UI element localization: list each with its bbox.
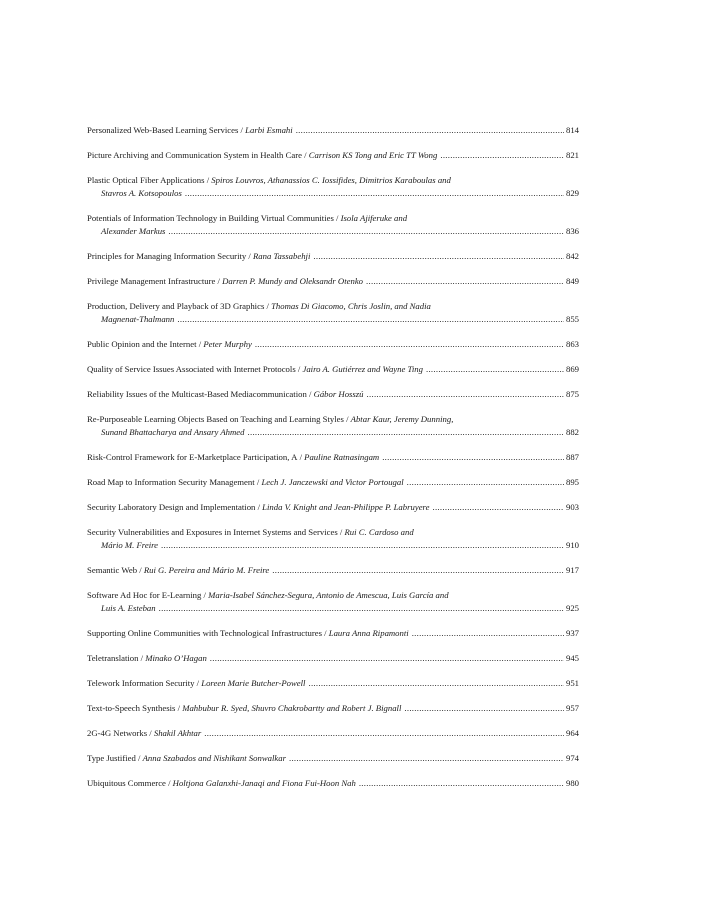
toc-entry bbox=[87, 300, 579, 326]
dot-leader bbox=[313, 250, 564, 263]
entry-authors: Rana Tassabehji bbox=[253, 251, 311, 261]
entry-title: Reliability Issues of the Multicast-Based Mediacommunication bbox=[87, 389, 307, 399]
entry-authors: Thomas Di Giacomo, Chris Joslin, and Nadia bbox=[271, 301, 431, 311]
toc-line: Potentials of Information Technology in Building Virtual Communities / Isola Ajiferuke and bbox=[87, 213, 408, 223]
entry-title: Production, Delivery and Playback of 3D Graphics bbox=[87, 301, 265, 311]
toc-entry bbox=[87, 526, 579, 552]
toc-line: Privilege Management Infrastructure / Darren P. Mundy and Oleksandr Otenko ..... 849 bbox=[87, 275, 579, 288]
toc-line bbox=[87, 602, 579, 615]
entry-authors: Jairo A. Gutiérrez and Wayne Ting bbox=[302, 364, 423, 374]
toc-line: Principles for Managing Information Security / Rana Tassabehji ..... 842 bbox=[87, 250, 579, 263]
entry-authors: Anna Szabados and Nishikant Sonwalkar bbox=[142, 753, 286, 763]
entry-authors: Loreen Marie Butcher-Powell bbox=[201, 678, 306, 688]
toc-entry bbox=[87, 250, 579, 263]
entry-page: 882 bbox=[565, 427, 579, 437]
toc-line: Risk-Control Framework for E-Marketplace Participation, A / Pauline Ratnasingam ..... 887 bbox=[87, 451, 579, 464]
toc-line: Supporting Online Communities with Technological Infrastructures / Laura Anna Ripamonti ..... 937 bbox=[87, 627, 579, 640]
entry-authors: Maria-Isabel Sánchez-Segura, Antonio de Amescua, Luis García and bbox=[208, 590, 449, 600]
toc-line: Quality of Service Issues Associated with Internet Protocols / Jairo A. Gutiérrez and Wayne Ting ..... 869 bbox=[87, 363, 579, 376]
toc-line: 2G-4G Networks / Shakil Akhtar ..... 964 bbox=[87, 727, 579, 740]
toc-line: Reliability Issues of the Multicast-Based Mediacommunication / Gábor Hosszú ..... 875 bbox=[87, 388, 579, 401]
toc-entry bbox=[87, 652, 579, 665]
dot-leader bbox=[359, 777, 564, 790]
entry-authors: Pauline Ratnasingam bbox=[304, 452, 380, 462]
toc-line: Semantic Web / Rui G. Pereira and Mário M. Freire ..... 917 bbox=[87, 564, 579, 577]
entry-page: 917 bbox=[565, 565, 579, 575]
entry-title: Security Laboratory Design and Implementation bbox=[87, 502, 256, 512]
entry-authors: Isola Ajiferuke and bbox=[340, 213, 408, 223]
toc-entry bbox=[87, 149, 579, 162]
entry-page: 842 bbox=[565, 251, 579, 261]
toc-line: Production, Delivery and Playback of 3D Graphics / Thomas Di Giacomo, Chris Joslin, and Nadia bbox=[87, 301, 431, 311]
dot-leader bbox=[272, 564, 564, 577]
toc-line: Telework Information Security / Loreen Marie Butcher-Powell ..... 951 bbox=[87, 677, 579, 690]
dot-leader bbox=[248, 426, 564, 439]
dot-leader bbox=[296, 124, 564, 137]
entry-page: 887 bbox=[565, 452, 579, 462]
toc-line: Type Justified / Anna Szabados and Nishikant Sonwalkar ..... 974 bbox=[87, 752, 579, 765]
entry-authors: Darren P. Mundy and Oleksandr Otenko bbox=[222, 276, 364, 286]
toc-line bbox=[87, 426, 579, 439]
entry-page: 895 bbox=[565, 477, 579, 487]
dot-leader bbox=[289, 752, 564, 765]
dot-leader bbox=[404, 702, 564, 715]
entry-authors-cont: Luis A. Esteban bbox=[101, 603, 156, 613]
entry-page: 951 bbox=[565, 678, 579, 688]
entry-title: Public Opinion and the Internet bbox=[87, 339, 197, 349]
dot-leader bbox=[255, 338, 564, 351]
toc-entry bbox=[87, 388, 579, 401]
toc-line: Software Ad Hoc for E-Learning / Maria-Isabel Sánchez-Segura, Antonio de Amescua, Luis García and bbox=[87, 590, 449, 600]
dot-leader bbox=[210, 652, 564, 665]
entry-page: 910 bbox=[565, 540, 579, 550]
entry-authors-cont: Sunand Bhattacharya and Ansary Ahmed bbox=[101, 427, 245, 437]
entry-title: Risk-Control Framework for E-Marketplace Participation, A bbox=[87, 452, 298, 462]
toc-line: Security Vulnerabilities and Exposures in Internet Systems and Services / Rui C. Cardoso and bbox=[87, 527, 414, 537]
entry-page: 903 bbox=[565, 502, 579, 512]
entry-title: Software Ad Hoc for E-Learning bbox=[87, 590, 202, 600]
dot-leader bbox=[440, 149, 564, 162]
entry-authors: Gábor Hosszú bbox=[313, 389, 364, 399]
entry-page: 925 bbox=[565, 603, 579, 613]
toc-entry bbox=[87, 212, 579, 238]
entry-title: Text-to-Speech Synthesis bbox=[87, 703, 176, 713]
entry-authors: Larbi Esmahi bbox=[245, 125, 293, 135]
toc-line: Re-Purposeable Learning Objects Based on Teaching and Learning Styles / Abtar Kaur, Jeremy Dunning, bbox=[87, 414, 454, 424]
entry-title: Picture Archiving and Communication System in Health Care bbox=[87, 150, 302, 160]
entry-page: 869 bbox=[565, 364, 579, 374]
dot-leader bbox=[161, 539, 564, 552]
dot-leader bbox=[159, 602, 564, 615]
toc-entry bbox=[87, 501, 579, 514]
toc-entry bbox=[87, 589, 579, 615]
toc-entry bbox=[87, 627, 579, 640]
toc-entry bbox=[87, 363, 579, 376]
entry-authors-cont: Mário M. Freire bbox=[101, 540, 159, 550]
entry-page: 829 bbox=[565, 188, 579, 198]
toc-entry bbox=[87, 677, 579, 690]
dot-leader bbox=[308, 677, 564, 690]
toc-entry bbox=[87, 124, 579, 137]
toc-line: Security Laboratory Design and Implementation / Linda V. Knight and Jean-Philippe P. Labruyere ..... 903 bbox=[87, 501, 579, 514]
entry-page: 821 bbox=[565, 150, 579, 160]
dot-leader bbox=[412, 627, 564, 640]
entry-title: Plastic Optical Fiber Applications bbox=[87, 175, 205, 185]
entry-page: 849 bbox=[565, 276, 579, 286]
toc-line: Ubiquitous Commerce / Holtjona Galanxhi-Janaqi and Fiona Fui-Hoon Nah ..... 980 bbox=[87, 777, 579, 790]
entry-authors: Laura Anna Ripamonti bbox=[328, 628, 409, 638]
entry-title: Security Vulnerabilities and Exposures in Internet Systems and Services bbox=[87, 527, 338, 537]
entry-title: Potentials of Information Technology in Building Virtual Communities bbox=[87, 213, 334, 223]
entry-title: Quality of Service Issues Associated with Internet Protocols bbox=[87, 364, 296, 374]
dot-leader bbox=[426, 363, 564, 376]
entry-title: Teletranslation bbox=[87, 653, 139, 663]
entry-page: 980 bbox=[565, 778, 579, 788]
toc-line: Plastic Optical Fiber Applications / Spiros Louvros, Athanassios C. Iossifides, Dimitrios Karaboulas and bbox=[87, 175, 451, 185]
entry-authors: Holtjona Galanxhi-Janaqi and Fiona Fui-Hoon Nah bbox=[172, 778, 356, 788]
entry-title: Re-Purposeable Learning Objects Based on Teaching and Learning Styles bbox=[87, 414, 344, 424]
entry-page: 964 bbox=[565, 728, 579, 738]
entry-authors-cont: Stavros A. Kotsopoulos bbox=[101, 188, 182, 198]
dot-leader bbox=[168, 225, 564, 238]
entry-title: Type Justified bbox=[87, 753, 136, 763]
entry-title: Ubiquitous Commerce bbox=[87, 778, 166, 788]
entry-authors: Lech J. Janczewski and Victor Portougal bbox=[261, 477, 404, 487]
entry-title: Privilege Management Infrastructure bbox=[87, 276, 216, 286]
dot-leader bbox=[177, 313, 564, 326]
toc-entry bbox=[87, 564, 579, 577]
entry-page: 974 bbox=[565, 753, 579, 763]
entry-page: 855 bbox=[565, 314, 579, 324]
toc-entry bbox=[87, 727, 579, 740]
toc-line bbox=[87, 187, 579, 200]
entry-authors: Abtar Kaur, Jeremy Dunning, bbox=[350, 414, 454, 424]
entry-title: Supporting Online Communities with Technological Infrastructures bbox=[87, 628, 322, 638]
toc-line: Personalized Web-Based Learning Services / Larbi Esmahi ..... 814 bbox=[87, 124, 579, 137]
entry-title: Telework Information Security bbox=[87, 678, 195, 688]
entry-authors: Rui G. Pereira and Mário M. Freire bbox=[143, 565, 270, 575]
entry-page: 875 bbox=[565, 389, 579, 399]
toc-entry bbox=[87, 752, 579, 765]
toc-line bbox=[87, 539, 579, 552]
entry-title: Semantic Web bbox=[87, 565, 138, 575]
toc-entry bbox=[87, 174, 579, 200]
toc-line: Public Opinion and the Internet / Peter Murphy ..... 863 bbox=[87, 338, 579, 351]
toc-line bbox=[87, 225, 579, 238]
dot-leader bbox=[432, 501, 563, 514]
entry-page: 937 bbox=[565, 628, 579, 638]
entry-authors: Linda V. Knight and Jean-Philippe P. Labruyere bbox=[262, 502, 430, 512]
entry-authors-cont: Alexander Markus bbox=[101, 226, 166, 236]
toc-entry bbox=[87, 476, 579, 489]
entry-page: 836 bbox=[565, 226, 579, 236]
toc-line: Text-to-Speech Synthesis / Mahbubur R. Syed, Shuvro Chakrobartty and Robert J. Bignall ..... 957 bbox=[87, 702, 579, 715]
entry-page: 957 bbox=[565, 703, 579, 713]
dot-leader bbox=[407, 476, 564, 489]
dot-leader bbox=[366, 275, 564, 288]
toc-line: Road Map to Information Security Management / Lech J. Janczewski and Victor Portougal ..... 895 bbox=[87, 476, 579, 489]
entry-authors: Minako O’Hagan bbox=[145, 653, 207, 663]
table-of-contents bbox=[87, 124, 579, 790]
toc-line bbox=[87, 313, 579, 326]
entry-page: 814 bbox=[565, 125, 579, 135]
dot-leader bbox=[204, 727, 564, 740]
toc-line: Teletranslation / Minako O’Hagan ..... 945 bbox=[87, 652, 579, 665]
toc-entry bbox=[87, 777, 579, 790]
entry-title: Road Map to Information Security Management bbox=[87, 477, 255, 487]
entry-authors: Spiros Louvros, Athanassios C. Iossifides, Dimitrios Karaboulas and bbox=[211, 175, 451, 185]
entry-title: 2G-4G Networks bbox=[87, 728, 148, 738]
dot-leader bbox=[185, 187, 564, 200]
toc-entry bbox=[87, 275, 579, 288]
toc-line: Picture Archiving and Communication System in Health Care / Carrison KS Tong and Eric TT Wong ..... 821 bbox=[87, 149, 579, 162]
dot-leader bbox=[382, 451, 564, 464]
entry-authors-cont: Magnenat-Thalmann bbox=[101, 314, 175, 324]
entry-authors: Shakil Akhtar bbox=[153, 728, 202, 738]
entry-title: Personalized Web-Based Learning Services bbox=[87, 125, 239, 135]
toc-entry bbox=[87, 451, 579, 464]
entry-title: Principles for Managing Information Security bbox=[87, 251, 247, 261]
toc-entry bbox=[87, 702, 579, 715]
entry-authors: Carrison KS Tong and Eric TT Wong bbox=[308, 150, 438, 160]
entry-authors: Rui C. Cardoso and bbox=[344, 527, 414, 537]
dot-leader bbox=[367, 388, 564, 401]
entry-authors: Peter Murphy bbox=[203, 339, 252, 349]
entry-page: 863 bbox=[565, 339, 579, 349]
toc-entry bbox=[87, 338, 579, 351]
entry-authors: Mahbubur R. Syed, Shuvro Chakrobartty and Robert J. Bignall bbox=[182, 703, 402, 713]
entry-page: 945 bbox=[565, 653, 579, 663]
toc-entry bbox=[87, 413, 579, 439]
